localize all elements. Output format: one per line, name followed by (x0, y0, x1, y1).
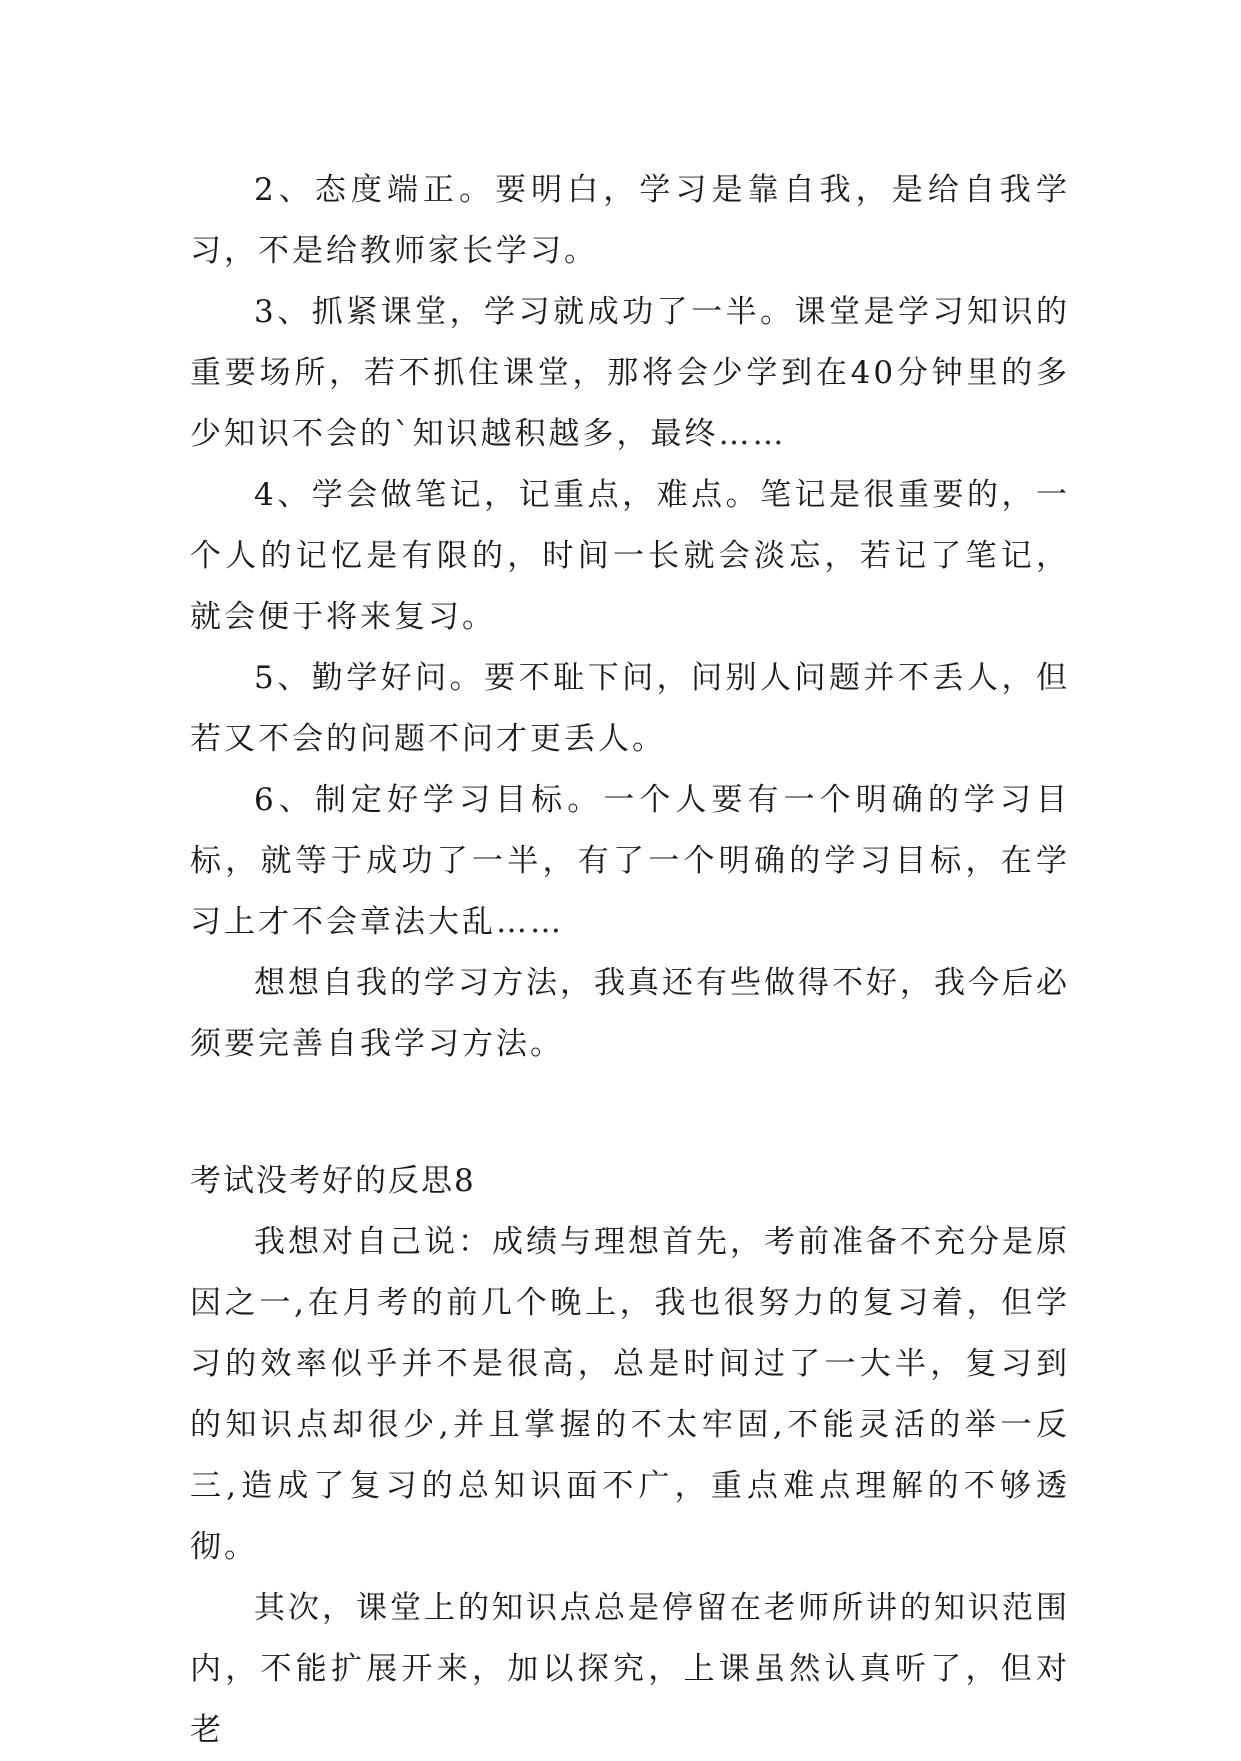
paragraph-preparation: 我想对自己说：成绩与理想首先，考前准备不充分是原因之一,在月考的前几个晚上，我也很努力的复习着，但学习的效率似乎并不是很高，总是时间过了一大半，复习到的知识点却很少,并且掌握的不太牢固,不能灵活的举一反三,造成了复习的总知识面不广，重点难点理解的不够透彻。 (190, 1224, 1070, 1565)
paragraph-attitude: 2、态度端正。要明白，学习是靠自我，是给自我学习，不是给教师家长学习。 (190, 172, 1070, 269)
paragraph-notes: 4、学会做笔记，记重点，难点。笔记是很重要的，一个人的记忆是有限的，时间一长就会淡忘，若记了笔记，就会便于将来复习。 (190, 477, 1070, 635)
document-body (190, 160, 1070, 1761)
paragraph-reflection: 想想自我的学习方法，我真还有些做得不好，我今后必须要完善自我学习方法。 (190, 965, 1070, 1062)
section-heading: 考试没考好的反思8 (190, 1163, 476, 1199)
paragraph-classroom-knowledge: 其次，课堂上的知识点总是停留在老师所讲的知识范围内，不能扩展开来，加以探究，上课虽然认真听了，但对老 (190, 1590, 1070, 1748)
paragraph-goals: 6、制定好学习目标。一个人要有一个明确的学习目标，就等于成功了一半，有了一个明确的学习目标，在学习上才不会章法大乱…… (190, 782, 1070, 940)
paragraph-classroom: 3、抓紧课堂，学习就成功了一半。课堂是学习知识的重要场所，若不抓住课堂，那将会少学到在40分钟里的多少知识不会的`知识越积越多，最终…… (190, 294, 1070, 452)
paragraph-ask-questions: 5、勤学好问。要不耻下问，问别人问题并不丢人，但若又不会的问题不问才更丢人。 (190, 660, 1070, 757)
